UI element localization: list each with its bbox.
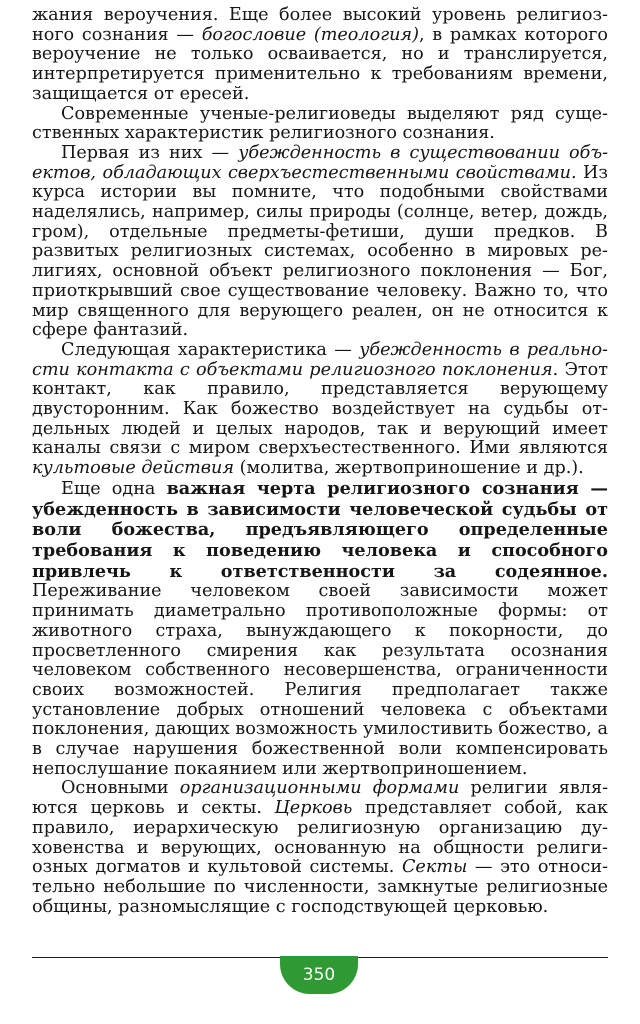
italic-term: богословие (теология): [201, 24, 419, 45]
text-run: Современные ученые-религиоведы выделяют ряд существенных характеристик религиозного сознания.: [32, 103, 608, 144]
text-run: Еще одна: [61, 478, 167, 499]
italic-term: убежденность в реальности контакта с объектами религиозного поклонения.: [32, 339, 608, 380]
text-run: Этот контакт, как правило, представляется верующему двусторонним. Как божество воздействует на судьбы отдельных людей и целых народов, так и верующий имеет каналы связи с миром сверхъестественного. Ими являются: [32, 359, 608, 459]
text-run: жания вероучения. Еще более высокий уровень религиозного сознания —: [32, 5, 608, 45]
paragraph: [32, 479, 608, 780]
paragraph: [32, 105, 608, 144]
text-run: религии являются церковь и секты.: [32, 778, 609, 819]
text-run: Из курса истории вы помните, что подобными свойствами наделялись, например, силы природы (солнце, ветер, дождь, гром), отдельные предметы-фетиши, души предков. В развитых религиозных системах, особенно в мировых религиях, основной объект религиозного поклонения — Бог, приоткрывший свое существование человеку. Важно то, что мир священного для верующего реален, он не относится к сфере фантазий.: [32, 162, 608, 341]
page-number: 350: [302, 965, 336, 985]
text-run: Переживание человеком своей зависимости может принимать диаметрально противоположные формы: от животного страха, вынуждающего к покорности, до просветленного смирения как результата осознания человеком собственного несовершенства, ограниченности своих возможностей. Религия предполагает также установление добрых отношений человека с объектами поклонения, дающих возможность умилостивить божество, а в случае нарушения божественной воли компенсировать непослушание покаянием или жертвоприношением.: [32, 581, 608, 779]
bold-term: важная черта религиозного сознания — убежденность в зависимости человеческой судьбы от воли божества, предъявляющего определенные требования к поведению человека и способного привлечь к ответственности за содеянное.: [32, 477, 608, 582]
text-run: (молитва, жертвоприношение и др.).: [234, 458, 584, 479]
text-run: — это относительно небольшие по численности, замкнутые религиозные общины, разномыслящие с господствующей церковью.: [32, 857, 608, 917]
paragraph: [32, 341, 608, 479]
paragraph: [32, 144, 608, 341]
italic-term: убежденность в существовании объектов, обладающих сверхъестественными свойствами.: [32, 142, 609, 183]
italic-term: культовые действия: [32, 458, 234, 479]
text-run: Следующая характеристика —: [61, 339, 360, 360]
text-run: Основными: [61, 778, 180, 799]
text-run: Первая из них —: [61, 142, 239, 163]
text-run: , в рамках которого вероучение не только осваивается, но и транслируется, интерпретируется применительно к требованиям времени, защищается от ересей.: [32, 24, 609, 104]
paragraph: [32, 6, 608, 105]
page-number-badge: [280, 956, 358, 994]
text-run: представляет собой, как правило, иерархическую религиозную организацию духовенства и верующих, основанную на общности религиозных догматов и культовой системы.: [32, 798, 608, 878]
italic-term: Секты: [401, 857, 468, 878]
italic-term: Церковь: [274, 798, 353, 819]
italic-term: организационными формами: [179, 778, 460, 799]
paragraph: [32, 779, 608, 917]
page-text: [32, 6, 608, 917]
